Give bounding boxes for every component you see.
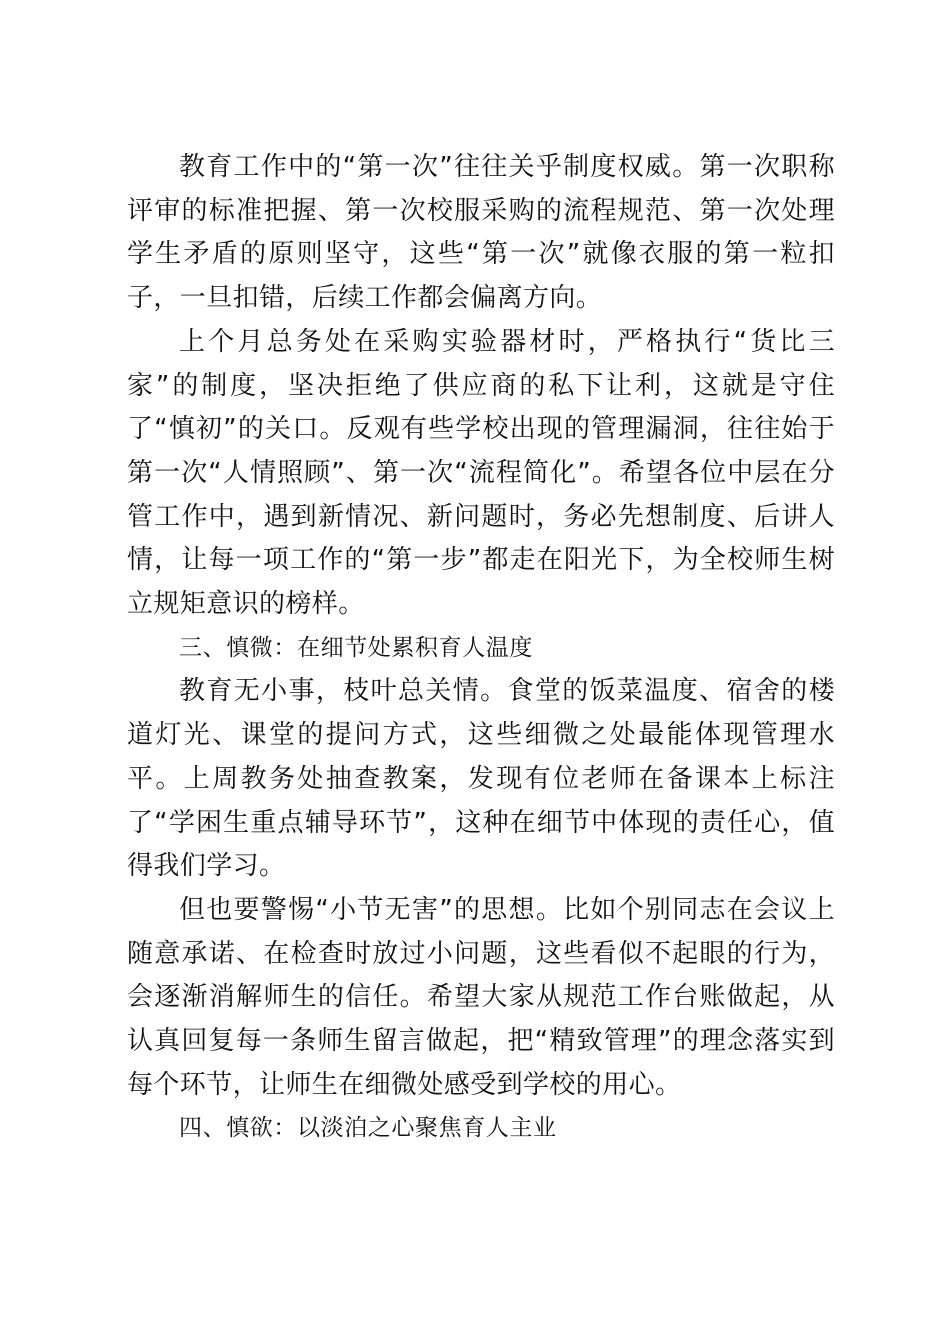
document-body [127,146,835,1151]
section-heading-3: 三、慎微：在细节处累积育人温度 [179,634,533,661]
section-heading-4: 四、慎欲：以淡泊之心聚焦育人主业 [179,1115,557,1142]
paragraph-details: 教育无小事，枝叶总关情。食堂的饭菜温度、宿舍的楼道灯光、课堂的提问方式，这些细微之处最能体现管理水平。上周教务处抽查教案，发现有位老师在备课本上标注了“学困生重点辅导环节”，这种在细节中体现的责任心，值得我们学习。 [127,676,835,882]
paragraph-first-time: 教育工作中的“第一次”往往关乎制度权威。第一次职称评审的标准把握、第一次校服采购的流程规范、第一次处理学生矛盾的原则坚守，这些“第一次”就像衣服的第一粒扣子，一旦扣错，后续工作都会偏离方向。 [127,152,835,314]
paragraph-procurement: 上个月总务处在采购实验器材时，严格执行“货比三家”的制度，坚决拒绝了供应商的私下让利，这就是守住了“慎初”的关口。反观有些学校出现的管理漏洞，往往始于第一次“人情照顾”、第一次“流程简化”。希望各位中层在分管工作中，遇到新情况、新问题时，务必先想制度、后讲人情，让每一项工作的“第一步”都走在阳光下，为全校师生树立规矩意识的榜样。 [127,326,835,620]
paragraph-small-matters: 但也要警惕“小节无害”的思想。比如个别同志在会议上随意承诺、在检查时放过小问题，这些看似不起眼的行为，会逐渐消解师生的信任。希望大家从规范工作台账做起，从认真回复每一条师生留言做起，把“精致管理”的理念落实到每个环节，让师生在细微处感受到学校的用心。 [127,894,835,1100]
